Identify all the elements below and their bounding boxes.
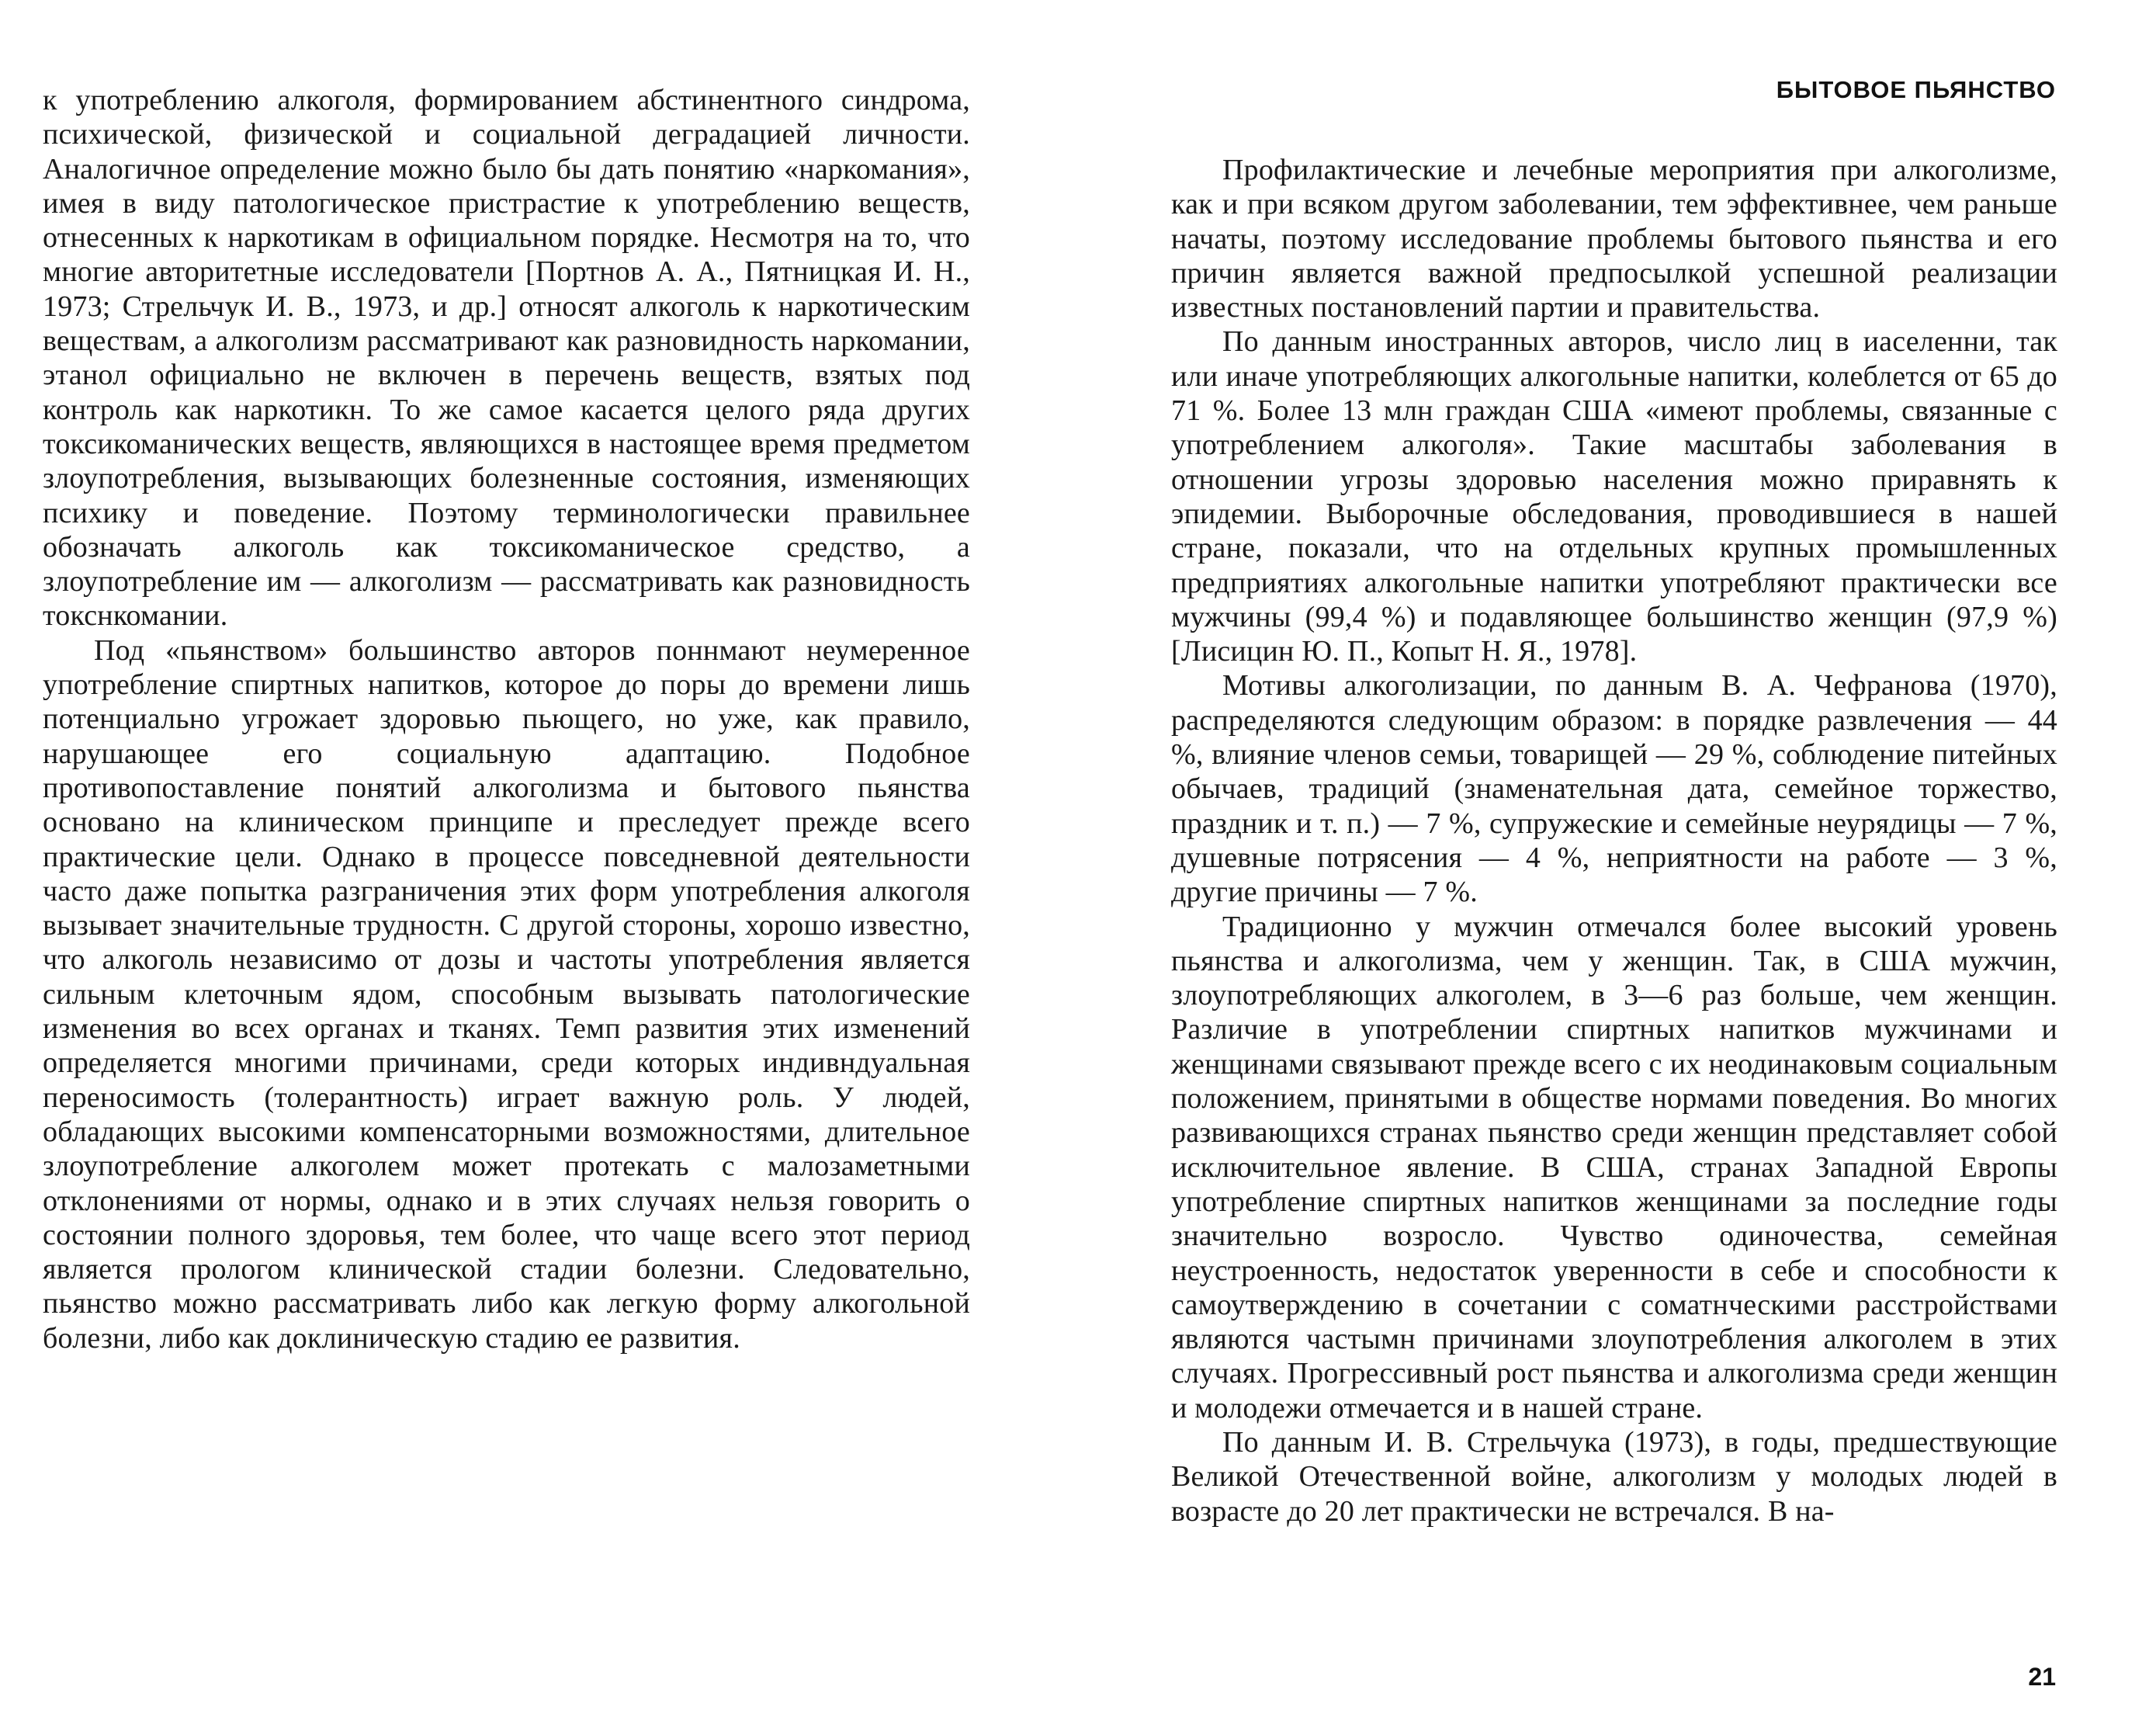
- right-paragraph-4: Традиционно у мужчин отмечался более высокий уровень пьянства и алкоголизма, чем у женщин. Так, в США мужчин, злоупотребляющих алкоголем, в 3—6 раз больше, чем женщин. Различие в употреблении спиртных напитков мужчинами и женщинами связывают прежде всего с их неодинаковым социальным положением, принятыми в обществе нормами поведения. Во многих развивающихся странах пьянство среди женщин представляет собой исключительное явление. В США, странах Западной Европы употребление спиртных напитков женщинами за последние годы значительно возросло. Чувство одиночества, семейная неустроенность, недостаток уверенности в себе и способности к самоутверждению в сочетании с соматнческими расстройствами являются частымн причинами злоупотребления алкоголем в этих случаях. Прогрессивный рост пьянства и алкоголизма среди женщин и молодежи отмечается и в нашей стране.: [1171, 910, 2057, 1424]
- right-paragraph-2: По данным иностранных авторов, число лиц в иаселенни, так или иначе употребляющих алкогольные напитки, колеблется от 65 до 71 %. Более 13 млн граждан США «имеют проблемы, связанные с употреблением алкоголя». Такие масштабы заболевания в отношении угрозы здоровью населения можно приравнять к эпидемии. Выборочные обследования, проводившиеся в нашей стране, показали, что на отдельных крупных промышленных предприятиях алкогольные напитки употребляют практически все мужчины (99,4 %) и подавляющее большинство женщин (97,9 %) [Лисицин Ю. П., Копыт Н. Я., 1978].: [1171, 325, 2057, 668]
- page-number: 21: [2028, 1663, 2056, 1691]
- running-head: БЫТОВОЕ ПЬЯНСТВО: [1776, 76, 2056, 103]
- left-paragraph-2: Под «пьянством» большинство авторов поннмают неумеренное употребление спиртных напитков, которое до поры до времени лишь потенциально угрожает здоровью пьющего, но уже, как правило, нарушающее его социальную адаптацию. Подобное противопоставление понятий алкоголизма и бытового пьянства основано на клиническом принципе и преследует прежде всего практические цели. Однако в процессе повседневной деятельности часто даже попытка разграничения этих форм употребления алкоголя вызывает значительные трудностн. С другой стороны, хорошо известно, что алкоголь независимо от дозы и частоты употребления является сильным клеточным ядом, способным вызывать патологические изменения во всех органах и тканях. Темп развития этих изменений определяется многими причинами, среди которых индивндуальная переносимость (толерантность) играет важную роль. У людей, обладающих высокими компенсаторными возможностями, длительное злоупотребление алкоголем может протекать с малозаметными отклонениями от нормы, однако и в этих случаях нельзя говорить о состоянии полного здоровья, тем более, что чаще всего этот период является прологом клинической стадии болезни. Следовательно, пьянство можно рассматривать либо как легкую форму алкогольной болезни, либо как доклиническую стадию ее развития.: [43, 633, 970, 1355]
- left-page-body: [43, 83, 970, 1355]
- left-paragraph-1: к употреблению алкоголя, формированием абстинентного синдрома, психической, физической и социальной деградацией личности. Аналогичное определение можно было бы дать понятию «наркомания», имея в виду патологическое пристрастие к употреблению веществ, отнесенных к наркотикам в официальном порядке. Несмотря на то, что многие авторитетные исследователи [Портнов А. А., Пятницкая И. Н., 1973; Стрельчук И. В., 1973, и др.] относят алкоголь к наркотическим веществам, а алкоголизм рассматривают как разновидность наркомании, этанол официально не включен в перечень веществ, взятых под контроль как наркотикн. То же самое касается целого ряда других токсикоманических веществ, являющихся в настоящее время предметом злоупотребления, вызывающих болезненные состояния, изменяющих психику и поведение. Поэтому терминологически правильнее обозначать алкоголь как токсикоманическое средство, а злоупотребление им — алкоголизм — рассматривать как разновидность токснкомании.: [43, 84, 970, 633]
- right-paragraph-3: Мотивы алкоголизации, по данным В. А. Чефранова (1970), распределяются следующим образом: в порядке развлечения — 44 %, влияние членов семьи, товарищей — 29 %, соблюдение питейных обычаев, традиций (знаменательная дата, семейное торжество, праздник и т. п.) — 7 %, супружеские и семейные неурядицы — 7 %, душевные потрясения — 4 %, неприятности на работе — 3 %, другие причины — 7 %.: [1171, 669, 2057, 909]
- right-page-body: [1171, 153, 2057, 1528]
- right-page: [1078, 0, 2156, 1714]
- right-paragraph-5: По данным И. В. Стрельчука (1973), в годы, предшествующие Великой Отечественной войне, алкоголизм у молодых людей в возрасте до 20 лет практически не встречался. В на-: [1171, 1425, 2057, 1528]
- right-paragraph-1: Профилактические и лечебные мероприятия при алкоголизме, как и при всяком другом заболевании, тем эффективнее, чем раньше начаты, поэтому исследование проблемы бытового пьянства и его причин является важной предпосылкой успешной реализации известных постановлений партии и правительства.: [1171, 154, 2057, 324]
